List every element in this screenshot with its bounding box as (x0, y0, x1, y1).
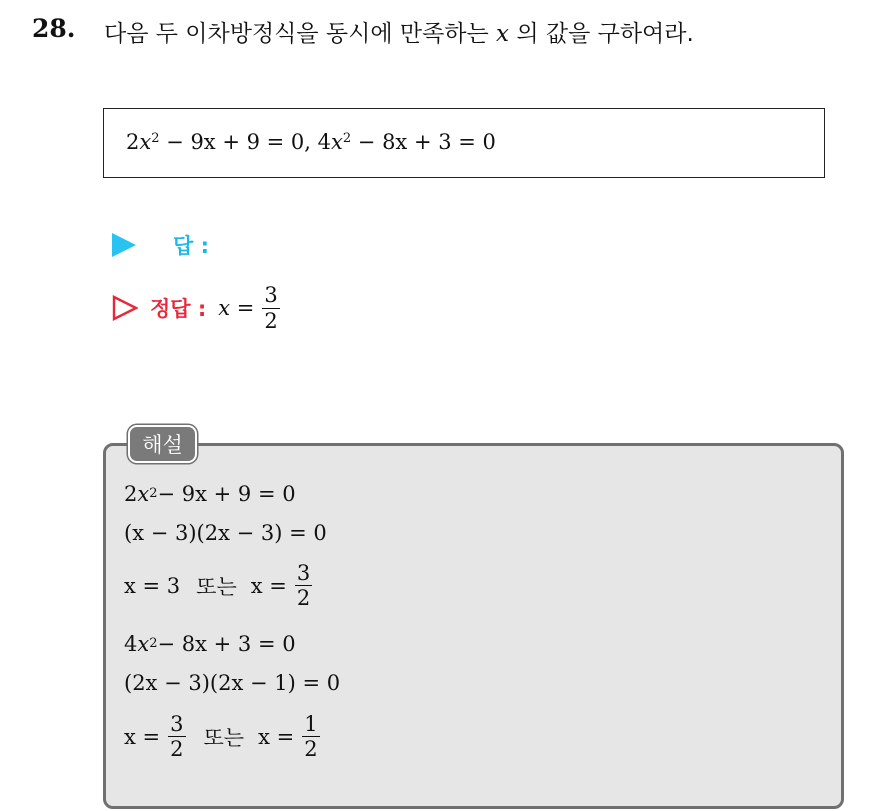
line6-conjunction: 또는 (203, 725, 245, 750)
fraction-numerator: 3 (170, 712, 184, 736)
eq1-rest: − 9x + 9 = 0, (159, 130, 318, 154)
line4-rest: − 8x + 3 = 0 (157, 632, 296, 656)
eq1-coef: 2 (126, 130, 140, 154)
line2-text: (x − 3)(2x − 3) = 0 (124, 521, 327, 545)
eq1-exp: 2 (151, 130, 160, 146)
correct-answer-label: 정답 : (150, 297, 207, 321)
question-text (104, 15, 694, 48)
line3-conjunction: 또는 (196, 574, 237, 599)
line1-rest: − 9x + 9 = 0 (157, 482, 296, 506)
eq1-var: x (139, 130, 152, 154)
line5-text: (2x − 3)(2x − 1) = 0 (124, 671, 341, 695)
outline-triangle-icon (112, 295, 138, 321)
line1-var: x (137, 482, 150, 506)
fraction-denominator: 2 (304, 737, 318, 762)
question-variable: x (496, 21, 510, 47)
line6-lhs1: x = (124, 724, 161, 749)
eq2-coef: 4 (317, 130, 331, 154)
solution-line-4: 4 x 2 − 8x + 3 = 0 (124, 632, 296, 656)
given-equations-box (103, 108, 825, 178)
solution-line-6 (124, 713, 322, 760)
play-triangle-icon (112, 233, 136, 257)
line4-var: x (137, 632, 150, 656)
correct-answer-lhs: x = (218, 296, 255, 320)
solution-line-3 (124, 562, 314, 609)
eq2-rest: − 8x + 3 = 0 (351, 130, 496, 154)
eq2-exp: 2 (342, 130, 352, 146)
correct-answer-math (218, 284, 282, 331)
eq2-var: x (331, 130, 343, 154)
solution-line-2 (124, 521, 327, 545)
fraction-denominator: 2 (264, 308, 278, 333)
problem-number: 28. (32, 14, 76, 43)
line4-coef: 4 (124, 632, 138, 656)
line3-lhs2: x = (250, 573, 287, 598)
line3-fraction (295, 562, 312, 609)
line6-fraction-2 (302, 713, 319, 760)
answer-row (112, 228, 209, 262)
question-text-after: 의 값을 구하여라. (516, 21, 694, 47)
fraction-numerator: 1 (304, 712, 318, 736)
line3-lhs1: x = 3 (124, 573, 181, 598)
fraction-denominator: 2 (170, 737, 184, 762)
line1-coef: 2 (124, 482, 138, 506)
line6-fraction-1 (168, 713, 185, 760)
fraction-numerator: 3 (296, 561, 311, 585)
fraction-denominator: 2 (296, 586, 311, 611)
correct-answer-row (112, 278, 282, 338)
given-equations (126, 130, 496, 154)
answer-label: 답 : (173, 234, 209, 258)
explanation-tag: 해설 (128, 425, 197, 463)
correct-answer-fraction (262, 284, 279, 331)
question-text-before: 다음 두 이차방정식을 동시에 만족하는 (104, 21, 489, 47)
line6-lhs2: x = (258, 724, 295, 749)
solution-line-1: 2 x 2 − 9x + 9 = 0 (124, 482, 296, 506)
solution-line-5 (124, 671, 340, 695)
fraction-numerator: 3 (264, 283, 278, 308)
